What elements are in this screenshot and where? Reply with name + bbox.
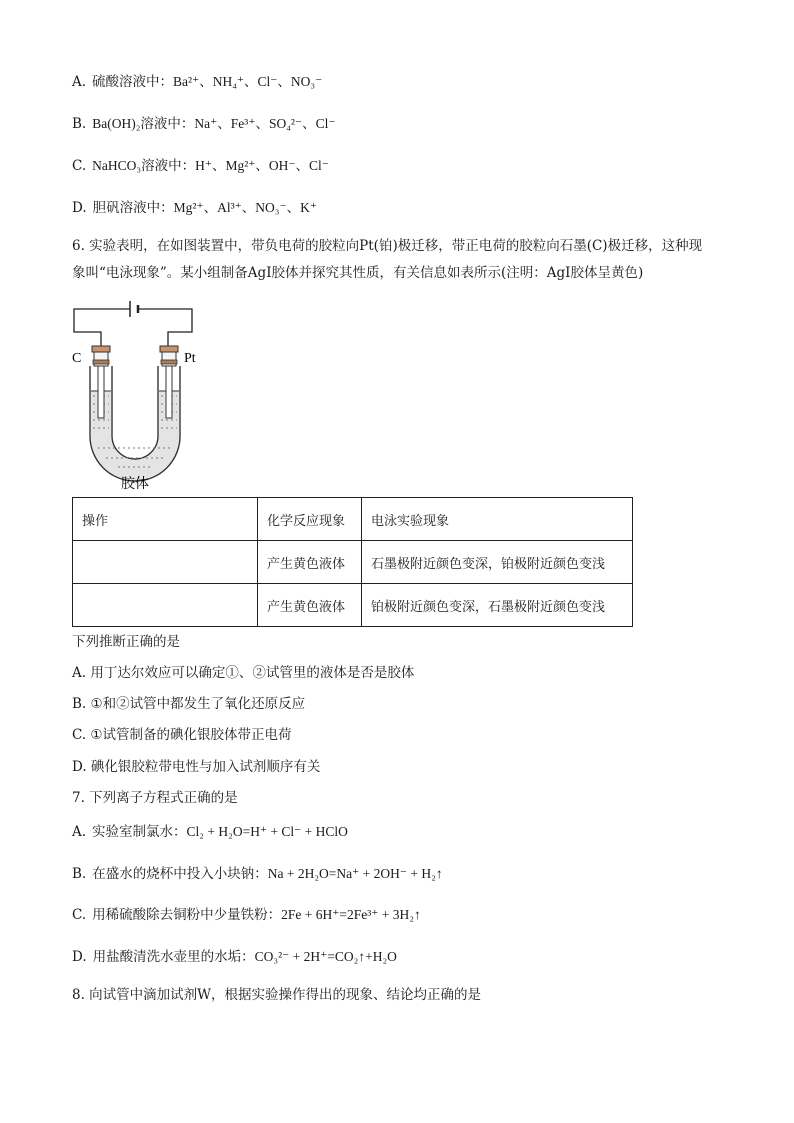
q6-option-d: D. 碘化银胶粒带电性与加入试剂顺序有关 <box>72 759 321 775</box>
q7-option-c <box>72 905 421 925</box>
label-pt: Pt <box>184 351 196 366</box>
option-text: 胆矾溶液中：Mg²⁺、Al³⁺、NO₃⁻、K⁺ <box>92 200 317 215</box>
q6-stem-line1: 6. 实验表明，在如图装置中，带负电荷的胶粒向Pt(铂)极迁移，带正电荷的胶粒向石墨(C)极迁移，这种现 <box>72 238 703 254</box>
q7-option-a <box>72 822 348 842</box>
platinum-electrode <box>166 366 172 418</box>
header-cell: 化学反应现象 <box>258 498 362 541</box>
table-cell <box>73 541 258 584</box>
option-text: 用盐酸清洗水壶里的水垢：CO₃²⁻ + 2H⁺=CO₂↑+H₂O <box>92 949 397 964</box>
option-key: B. <box>72 116 87 132</box>
option-text: 实验室制氯水：Cl₂ + H₂O=H⁺ + Cl⁻ + HClO <box>92 824 348 839</box>
q7-option-b <box>72 864 443 884</box>
q6-stem <box>72 233 732 287</box>
table-row <box>73 541 633 584</box>
option-key: A. <box>72 824 87 840</box>
table-cell <box>73 584 258 627</box>
experiment-table <box>72 497 633 627</box>
table-row <box>73 584 633 627</box>
option-key: B. <box>72 866 87 882</box>
figure-caption: 胶体 <box>121 476 149 492</box>
q8-stem: 8. 向试管中滴加试剂W，根据实验操作得出的现象、结论均正确的是 <box>72 987 482 1003</box>
table-cell: 产生黄色液体 <box>258 541 362 584</box>
option-key: D. <box>72 200 87 216</box>
q6-option-b: B. ①和②试管中都发生了氧化还原反应 <box>72 696 306 712</box>
label-c: C <box>72 351 82 366</box>
table-header-row <box>73 498 633 541</box>
header-cell: 电泳实验现象 <box>362 498 633 541</box>
option-text: 硫酸溶液中：Ba²⁺、NH₄⁺、Cl⁻、NO₃⁻ <box>92 74 323 89</box>
header-cell: 操作 <box>73 498 258 541</box>
q6-option-c: C. ①试管制备的碘化银胶体带正电荷 <box>72 727 292 743</box>
q6-question: 下列推断正确的是 <box>72 634 180 650</box>
option-key: C. <box>72 907 87 923</box>
q7-option-d <box>72 947 397 967</box>
carbon-electrode <box>98 366 104 418</box>
q7-stem: 7. 下列离子方程式正确的是 <box>72 790 238 806</box>
q5-option-a <box>72 72 322 92</box>
option-text: 在盛水的烧杯中投入小块钠：Na + 2H₂O=Na⁺ + 2OH⁻ + H₂↑ <box>92 866 443 881</box>
option-key: A. <box>72 74 87 90</box>
q5-option-d <box>72 198 317 218</box>
left-stopper-top <box>92 346 110 352</box>
q5-option-c <box>72 156 329 176</box>
table-cell: 产生黄色液体 <box>258 584 362 627</box>
table-cell: 石墨极附近颜色变深，铂极附近颜色变浅 <box>362 541 633 584</box>
q6-stem-line2: 象叫“电泳现象”。某小组制备AgI胶体并探究其性质，有关信息如表所示(注明：AgI胶体呈黄色) <box>72 265 644 281</box>
option-text: 用稀硫酸除去铜粉中少量铁粉：2Fe + 6H⁺=2Fe³⁺ + 3H₂↑ <box>92 907 421 922</box>
option-key: D. <box>72 949 87 965</box>
electrophoresis-apparatus-figure <box>68 296 208 496</box>
right-stopper-top <box>160 346 178 352</box>
q5-option-b <box>72 114 335 134</box>
option-text: Ba(OH)₂溶液中：Na⁺、Fe³⁺、SO₄²⁻、Cl⁻ <box>92 116 336 131</box>
option-text: NaHCO₃溶液中：H⁺、Mg²⁺、OH⁻、Cl⁻ <box>92 158 329 173</box>
option-key: C. <box>72 158 87 174</box>
q6-option-a: A. 用丁达尔效应可以确定①、②试管里的液体是否是胶体 <box>72 665 415 681</box>
table-cell: 铂极附近颜色变深，石墨极附近颜色变浅 <box>362 584 633 627</box>
